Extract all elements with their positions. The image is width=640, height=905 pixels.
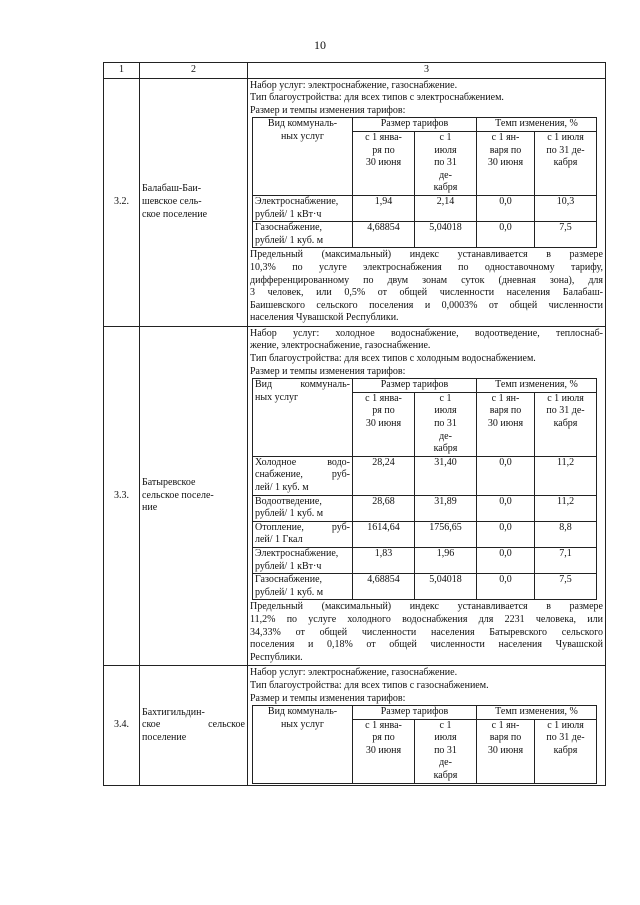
rate-value: 0,0 — [477, 495, 535, 521]
header-col-3: 3 — [248, 63, 606, 79]
header-col-1: 1 — [104, 63, 140, 79]
tariff-value: 4,68854 — [353, 574, 415, 600]
period-header: с 1 июля по 31 де- кабря — [415, 392, 477, 456]
improvement-type: Тип благоустройства: для всех типов с газоснабжением. — [250, 679, 489, 691]
table-row — [104, 666, 606, 785]
period-header: с 1 июля по 31 де- кабря — [415, 719, 477, 783]
tariff-sizes-caption: Размер и темпы изменения тарифов: — [250, 692, 406, 704]
period-header: с 1 июля по 31 де- кабря — [535, 131, 597, 195]
service-row — [253, 495, 597, 521]
service-row — [253, 574, 597, 600]
rate-value: 8,8 — [535, 521, 597, 547]
tariff-details — [248, 78, 606, 326]
tariff-value: 1614,64 — [353, 521, 415, 547]
tariff-sizes-caption: Размер и темпы изменения тарифов: — [250, 365, 406, 377]
services-table — [252, 705, 597, 784]
service-name: Водоотведение, рублей/ 1 куб. м — [253, 495, 353, 521]
rate-value: 0,0 — [477, 222, 535, 248]
period-header: с 1 ян- варя по 30 июня — [477, 719, 535, 783]
period-header: с 1 ян- варя по 30 июня — [477, 392, 535, 456]
tariff-value: 1756,65 — [415, 521, 477, 547]
settlement-name: Батыревское сельское поселе- ние — [140, 326, 248, 665]
period-header: с 1 янва- ря по 30 июня — [353, 131, 415, 195]
period-header: с 1 янва- ря по 30 июня — [353, 719, 415, 783]
tariff-size-header: Размер тарифов — [353, 379, 477, 393]
services-set: Набор услуг: электроснабжение, газоснабжение. — [250, 79, 458, 91]
service-kind-header: Вид коммуналь- ных услуг — [253, 118, 353, 196]
rate-value: 0,0 — [477, 574, 535, 600]
tariff-value: 31,40 — [415, 456, 477, 495]
rate-value: 7,5 — [535, 222, 597, 248]
tariff-value: 4,68854 — [353, 222, 415, 248]
tariff-details — [248, 666, 606, 785]
settlement-name: Бахтигильдин- ское сельское поселение — [140, 666, 248, 785]
rate-value: 0,0 — [477, 456, 535, 495]
row-number: 3.2. — [104, 78, 140, 326]
tariff-value: 28,68 — [353, 495, 415, 521]
period-header: с 1 янва- ря по 30 июня — [353, 392, 415, 456]
services-set: Набор услуг: холодное водоснабжение, водоотведение, теплоснаб- — [250, 327, 603, 339]
tariff-size-header: Размер тарифов — [353, 118, 477, 132]
table-header-row — [104, 63, 606, 79]
change-rate-header: Темп изменения, % — [477, 706, 597, 720]
rate-value: 0,0 — [477, 521, 535, 547]
service-row — [253, 547, 597, 573]
improvement-type: Тип благоустройства: для всех типов с электроснабжением. — [250, 92, 504, 104]
service-name: Газоснабжение, рублей/ 1 куб. м — [253, 574, 353, 600]
service-name: Холодное водо- снабжение, руб- лей/ 1 куб. м — [253, 456, 353, 495]
service-name: Электроснабжение, рублей/ 1 кВт·ч — [253, 547, 353, 573]
tariff-value: 1,94 — [353, 195, 415, 221]
settlement-name: Балабаш-Баи- шевское сель- ское поселение — [140, 78, 248, 326]
period-header: с 1 июля по 31 де- кабря — [535, 719, 597, 783]
change-rate-header: Темп изменения, % — [477, 118, 597, 132]
period-header: с 1 июля по 31 де- кабря — [535, 392, 597, 456]
tariff-value: 31,89 — [415, 495, 477, 521]
services-table — [252, 378, 597, 600]
header-col-2: 2 — [140, 63, 248, 79]
tariff-size-header: Размер тарифов — [353, 706, 477, 720]
service-kind-header: Вид коммуналь- ных услуг — [253, 706, 353, 784]
rate-value: 11,2 — [535, 495, 597, 521]
rate-value: 10,3 — [535, 195, 597, 221]
services-table — [252, 117, 597, 248]
row-number: 3.3. — [104, 326, 140, 665]
tariff-value: 28,24 — [353, 456, 415, 495]
service-name: Отопление, руб- лей/ 1 Гкал — [253, 521, 353, 547]
service-name: Электроснабжение, рублей/ 1 кВт·ч — [253, 195, 353, 221]
tariff-value: 1,83 — [353, 547, 415, 573]
tariff-value: 5,04018 — [415, 574, 477, 600]
rate-value: 7,5 — [535, 574, 597, 600]
tariff-table — [103, 62, 606, 786]
tariff-value: 1,96 — [415, 547, 477, 573]
tariff-value: 2,14 — [415, 195, 477, 221]
tariff-sizes-caption: Размер и темпы изменения тарифов: — [250, 104, 406, 116]
service-kind-header: Вид коммуналь- ных услуг — [253, 379, 353, 457]
rate-value: 11,2 — [535, 456, 597, 495]
table-row — [104, 326, 606, 665]
rate-value: 0,0 — [477, 547, 535, 573]
rate-value: 0,0 — [477, 195, 535, 221]
period-header: с 1 июля по 31 де- кабря — [415, 131, 477, 195]
tariff-details — [248, 326, 606, 665]
tariff-value: 5,04018 — [415, 222, 477, 248]
service-row — [253, 456, 597, 495]
improvement-type: Тип благоустройства: для всех типов с холодным водоснабжением. — [250, 353, 536, 365]
rate-value: 7,1 — [535, 547, 597, 573]
services-set-continued: жение, электроснабжение, газоснабжение. — [250, 340, 431, 352]
service-row — [253, 521, 597, 547]
period-header: с 1 ян- варя по 30 июня — [477, 131, 535, 195]
limit-index-note: Предельный (максимальный) индекс устанавливается в размере 10,3% по услуге электроснабжения по одноставочному тарифу, дифференцированному по двум зонам суток (дневная зона), для 3 человек, или 0,5% от общей численности населения Балабаш- Баишевского сельского поселения и 0,0003% от общей численности населения Чувашской Республики. — [250, 249, 603, 324]
page-number: 10 — [314, 38, 326, 52]
change-rate-header: Темп изменения, % — [477, 379, 597, 393]
services-set: Набор услуг: электроснабжение, газоснабжение. — [250, 667, 458, 679]
row-number: 3.4. — [104, 666, 140, 785]
service-name: Газоснабжение, рублей/ 1 куб. м — [253, 222, 353, 248]
limit-index-note: Предельный (максимальный) индекс устанавливается в размере 11,2% по услуге холодного водоснабжения для 2231 человека, или 34,33% от общей численности населения Батыревского сельского поселения и 0,18% от общей численности населения Чувашской Республики. — [250, 601, 603, 663]
service-row — [253, 195, 597, 221]
service-row — [253, 222, 597, 248]
table-row — [104, 78, 606, 326]
